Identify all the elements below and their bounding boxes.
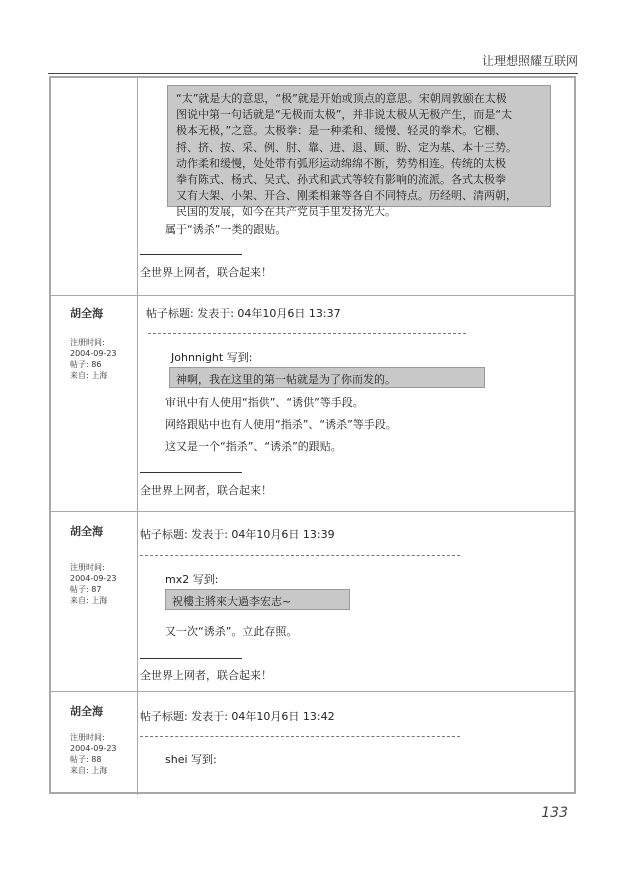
quote-text: [168, 86, 550, 226]
body-line: 网络跟贴中也有人使用“指杀”、“诱杀”等手段。: [165, 418, 397, 431]
signature-rule: [140, 472, 242, 473]
quote-box: [167, 85, 551, 219]
signature-rule: [140, 254, 242, 255]
location: 来自: 上海: [70, 766, 108, 775]
author-name: 胡全海: [70, 705, 103, 718]
page-number: 133: [541, 805, 568, 821]
post-count: 帖子: 87: [70, 585, 102, 594]
post-row: [51, 511, 574, 692]
quote-line: 又有大架、小架、开合、刚柔相兼等各自不同特点。历经明、清两朝，: [176, 189, 517, 203]
dash-separator: [148, 333, 466, 334]
post-content: [138, 692, 574, 795]
signature-rule: [140, 658, 242, 659]
quote-author: mx2 写到:: [165, 573, 219, 586]
quote-line: 动作柔和缓慢，处处带有弧形运动绵绵不断，势势相连。传统的太极: [176, 156, 506, 170]
post-count: 帖子: 86: [70, 360, 102, 369]
quote-line: 极本无极，”之意。太极拳：是一种柔和、缓慢、轻灵的拳术。它棚、: [176, 124, 507, 138]
reg-label: 注册时间:: [70, 563, 105, 572]
reg-label: 注册时间:: [70, 733, 105, 742]
quote-line: 捋、挤、按、采、例、肘、靠、进、退、顾、盼、定为基、本十三势。: [176, 140, 517, 154]
signature: 全世界上网者，联合起来！: [140, 484, 272, 497]
post-count: 帖子: 88: [70, 755, 102, 764]
body-line: 审讯中有人使用“指供”、“诱供”等手段。: [165, 396, 364, 409]
author-meta: [70, 562, 117, 606]
signature: 全世界上网者，联合起来！: [140, 266, 272, 279]
forum-table: [49, 76, 576, 794]
quote-line: 民国的发展，如今在共产党员手里发扬光大。: [176, 205, 396, 219]
location: 来自: 上海: [70, 371, 108, 380]
signature: 全世界上网者，联合起来！: [140, 669, 272, 682]
quote-author: shei 写到:: [165, 753, 217, 766]
author-column: [51, 512, 138, 692]
author-name: 胡全海: [70, 307, 103, 320]
post-content: [138, 296, 574, 512]
quote-box: [169, 367, 485, 388]
post-subject-line: 帖子标题: 发表于: 04年10月6日 13:42: [140, 710, 335, 723]
body-line: 这又是一个“指杀”、“诱杀”的跟贴。: [165, 440, 342, 453]
reg-label: 注册时间:: [70, 338, 105, 347]
author-column: [51, 296, 138, 512]
author-name: 胡全海: [70, 525, 103, 538]
location: 来自: 上海: [70, 596, 108, 605]
post-comment: 属于“诱杀”一类的跟贴。: [165, 223, 287, 236]
author-column: [51, 78, 138, 295]
quote-line: 拳有陈式、杨式、吴式、孙式和武式等较有影响的流派。各式太极拳: [176, 173, 506, 187]
quote-text: 神啊，我在这里的第一帖就是为了你而发的。: [176, 373, 396, 386]
quote-line: “太”就是大的意思，“极”就是开始或顶点的意思。宋朝周敦颐在太极: [176, 92, 507, 105]
post-subject-line: 帖子标题: 发表于: 04年10月6日 13:39: [140, 528, 335, 541]
post-row: [51, 691, 574, 795]
quote-text: 祝樓主將來大過李宏志~: [172, 595, 292, 608]
page-header-title: 让理想照耀互联网: [481, 54, 578, 68]
header-rule: [48, 73, 578, 74]
post-subject-line: 帖子标题: 发表于: 04年10月6日 13:37: [146, 307, 341, 320]
reg-date: 2004-09-23: [70, 744, 117, 753]
quote-box: [165, 589, 350, 610]
dash-separator: [140, 736, 460, 737]
dash-separator: [140, 555, 460, 556]
reg-date: 2004-09-23: [70, 349, 117, 358]
reg-date: 2004-09-23: [70, 574, 117, 583]
post-content: [138, 78, 574, 295]
post-row: [51, 295, 574, 512]
quote-line: 图说中第一句话就是“无极而太极”，并非说太极从无极产生，而是“太: [176, 108, 513, 122]
author-meta: [70, 732, 117, 776]
author-column: [51, 692, 138, 795]
body-line: 又一次“诱杀”。立此存照。: [165, 625, 298, 638]
post-row: [51, 78, 574, 295]
post-content: [138, 512, 574, 692]
author-meta: [70, 337, 117, 381]
quote-author: Johnnight 写到:: [171, 351, 253, 364]
